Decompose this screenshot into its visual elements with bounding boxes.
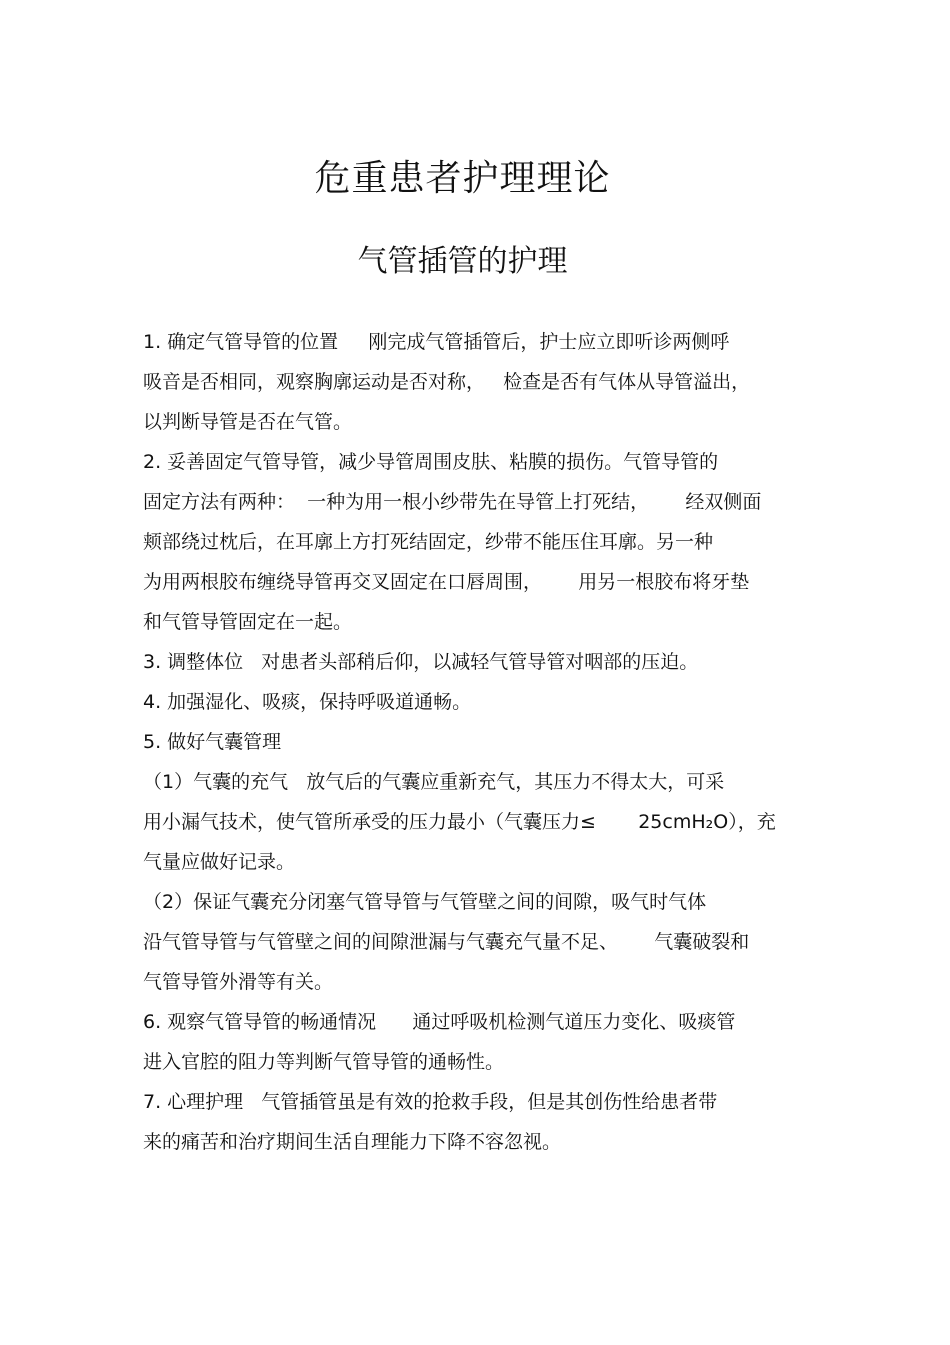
document-body [143,322,823,1162]
body-text-line: 4. 加强湿化、吸痰，保持呼吸道通畅。 [143,691,472,713]
body-text-line: 沿气管导管与气管壁之间的间隙泄漏与气囊充气量不足、 气囊破裂和 [143,931,750,953]
body-text-line: 5. 做好气囊管理 [143,731,282,753]
body-text-line: 6. 观察气管导管的畅通情况 通过呼吸机检测气道压力变化、吸痰管 [143,1011,736,1033]
body-text-line: 为用两根胶布缠绕导管再交叉固定在口唇周围， 用另一根胶布将牙垫 [143,571,750,593]
body-text-line: 来的痛苦和治疗期间生活自理能力下降不容忽视。 [143,1131,562,1153]
body-text-line: （1）气囊的充气 放气后的气囊应重新充气，其压力不得太大，可采 [143,771,725,793]
body-text-line: （2）保证气囊充分闭塞气管导管与气管壁之间的间隙，吸气时气体 [143,891,707,913]
body-text-line: 用小漏气技术，使气管所承受的压力最小（气囊压力≤ 25cmH₂O），充 [143,811,776,833]
body-text-line: 颊部绕过枕后，在耳廓上方打死结固定，纱带不能压住耳廓。另一种 [143,531,714,553]
body-text-line: 吸音是否相同，观察胸廓运动是否对称， 检查是否有气体从导管溢出， [143,371,751,393]
document-title: 危重患者护理理论 [314,158,611,199]
body-text-line: 2. 妥善固定气管导管，减少导管周围皮肤、粘膜的损伤。气管导管的 [143,451,719,473]
body-text-line: 3. 调整体位 对患者头部稍后仰，以减轻气管导管对咽部的压迫。 [143,651,699,673]
body-text-line: 1. 确定气管导管的位置 刚完成气管插管后，护士应立即听诊两侧呼 [143,331,730,353]
body-text-line: 气管导管外滑等有关。 [143,971,334,993]
body-text-line: 进入官腔的阻力等判断气管导管的通畅性。 [143,1051,505,1073]
body-text-line: 气量应做好记录。 [143,851,296,873]
body-text-line: 以判断导管是否在气管。 [143,411,353,433]
body-text-line: 固定方法有两种： 一种为用一根小纱带先在导管上打死结， 经双侧面 [143,491,762,513]
document-subtitle: 气管插管的护理 [357,244,568,279]
body-text-line: 和气管导管固定在一起。 [143,611,353,633]
body-text-line: 7. 心理护理 气管插管虽是有效的抢救手段，但是其创伤性给患者带 [143,1091,718,1113]
